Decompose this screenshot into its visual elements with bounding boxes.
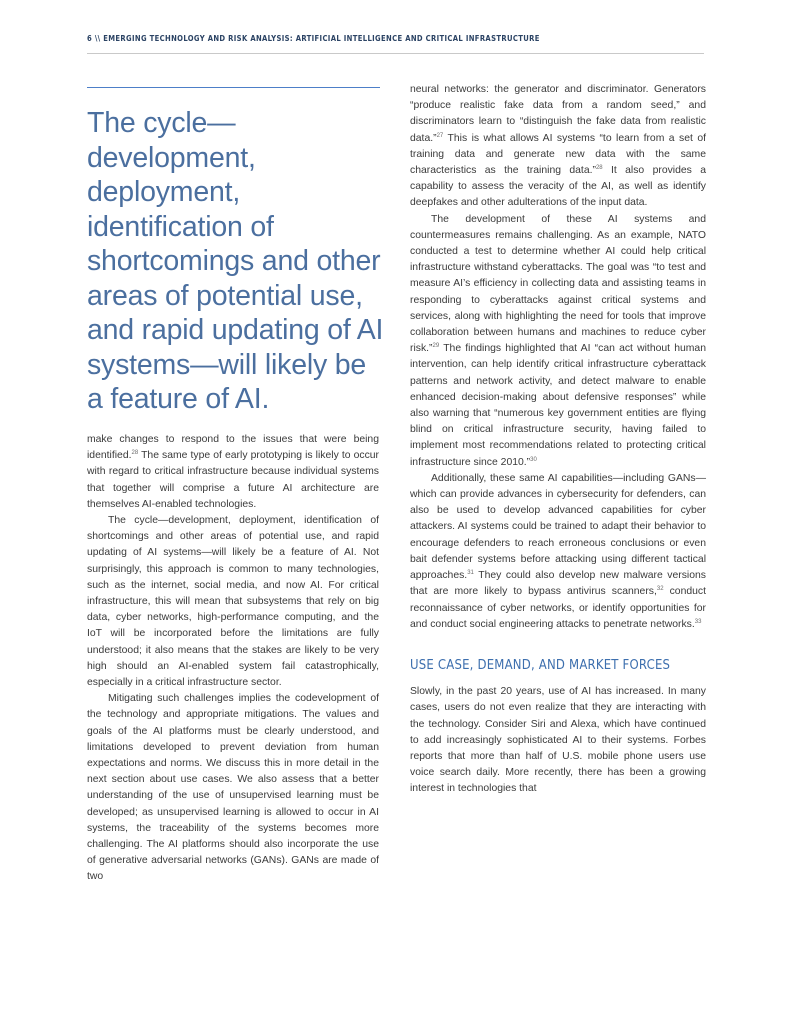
pull-quote-rule [87,87,380,88]
footnote-ref[interactable]: 32 [656,586,664,593]
footnote-ref[interactable]: 30 [530,456,537,463]
footnote-ref[interactable]: 29 [432,343,440,350]
footnote-ref[interactable]: 28 [131,450,139,457]
right-paragraph-2: The development of these AI systems and countermeasures remains challenging. As an example, NATO conducted a test to determine whether AI could help critical infrastructure withstand cyberattacks. The goal was “to test and measure AI’s efficiency in collecting data and assisting teams in responding to cyberattacks against critical systems and services, along with highlighting the need for tools that improve collaboration between humans and machines to reduce cyber risk.”$^{29}$ The findings highlighted that AI “can act without human intervention, can help identify critical infrastructure cyberattack patterns and network activity, and detect malware to enable enhanced decision-making about defensive responses” while also warning that “numerous key government entities are flying blind on critical infrastructure security, having failed to implement most recommendations related to protecting critical infrastructure since 2010.”$^{30}$ [410,213,706,468]
right-column [410,82,706,798]
left-paragraph-1: make changes to respond to the issues that were being identified.$^{28}$ The same type of early prototyping is likely to occur with regard to critical infrastructure because individual systems that together will comprise a future AI architecture are themselves AI-enabled technologies. [87,434,379,510]
footnote-ref[interactable]: 31 [467,570,474,577]
header-title: 6 \\ EMERGING TECHNOLOGY AND RISK ANALYSIS: ARTIFICIAL INTELLIGENCE AND CRITICAL INFRASTRUCTURE [87,34,540,43]
footnote-ref[interactable]: 28 [595,165,603,172]
running-header [87,31,704,54]
footnote-ref[interactable]: 33 [694,618,702,625]
right-paragraph-4: Slowly, in the past 20 years, use of AI has increased. In many cases, users do not even realize that they are interacting with the technology. Consider Siri and Alexa, which have continued to add increasingly sophisticated AI to their systems. Forbes reports that more than half of U.S. mobile phone users use voice search daily. More recently, there has been a growing interest in technologies that [410,686,706,795]
footnote-ref[interactable]: 27 [436,132,444,139]
right-paragraph-1: neural networks: the generator and discriminator. Generators “produce realistic fake data from a random seed,” and discriminators learn to “distinguish the fake data from realistic data.”$^{27}$ This is what allows AI systems “to learn from a set of training data and generate new data with the same characteristics as the training data.”$^{28}$ It also provides a capability to assess the veracity of the AI, as well as identify deepfakes and other adulterations of the input data. [410,84,706,209]
right-paragraph-3: Additionally, these same AI capabilities—including GANs—which can provide advances in cybersecurity for defenders, can also be used to develop advanced capabilities for cyber attackers. AI systems could be trained to adapt their behavior to encourage defenders to reach erroneous conclusions or even bait defender systems before attacking using different tactical approaches.$^{31}$ They could also develop new malware versions that are more likely to bypass antivirus scanners,$^{32}$ conduct reconnaissance of cyber networks, or identify opportunities for and conduct social engineering attacks to penetrate networks.$^{33}$ [410,472,706,630]
section-heading: USE CASE, DEMAND, AND MARKET FORCES [410,657,671,673]
pull-quote: The cycle—development, deployment, identification of shortcomings and other areas of potential use, and rapid updating of AI systems—will likely be a feature of AI. [87,107,384,415]
left-paragraph-2: The cycle—development, deployment, identification of shortcomings and other areas of potential use, and rapid updating of AI systems—will likely be a feature of AI. Not surprisingly, this approach is common to many technologies, such as the internet, social media, and now AI. For critical infrastructure, this will mean that subsystems that rely on big data, cyber networks, high-performance computing, and the IoT will be incorporated before the limitations are fully understood; it also means that the stakes are likely to be very high should an AI-enabled system fail catastrophically, especially in a critical infrastructure sector. [87,515,379,689]
left-column [87,432,379,886]
left-paragraph-3: Mitigating such challenges implies the codevelopment of the technology and appropriate mitigations. The values and goals of the AI platforms must be clearly understood, and limitations developed to prevent deviation from human expectations and norms. We discuss this in more detail in the next section about use cases. We also assess that a better understanding of the use of unsupervised learning must be developed; as unsupervised learning is allowed to occur in AI systems, the traceability of the systems becomes more challenging. The AI platforms should also incorporate the use of generative adversarial networks (GANs). GANs are made of two [87,693,379,883]
